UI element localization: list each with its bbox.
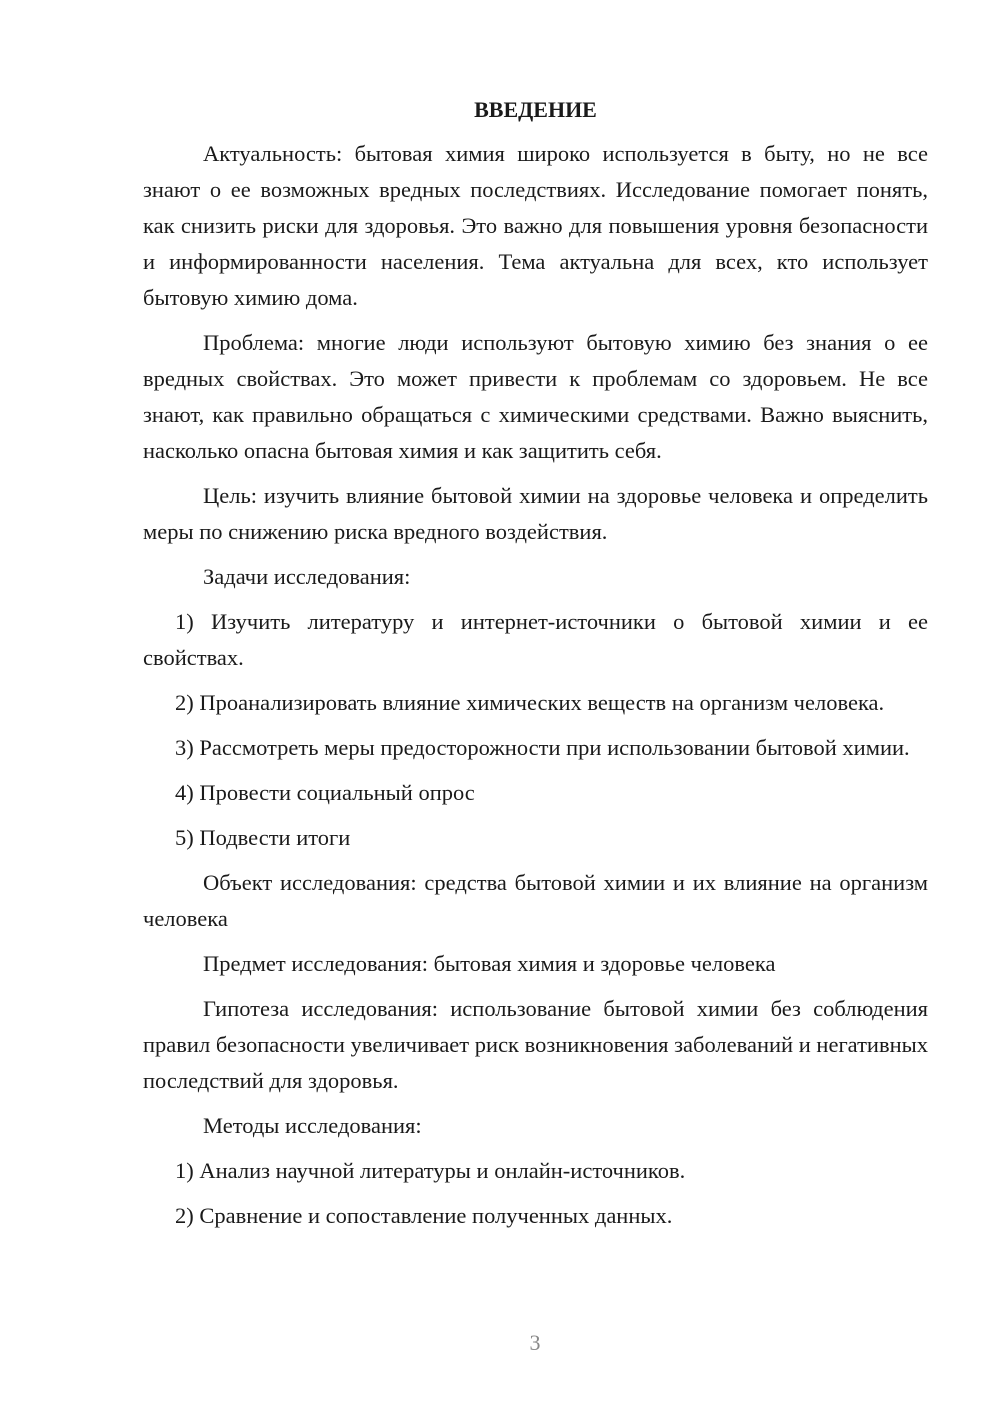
section-heading: ВВЕДЕНИЕ [474,97,597,122]
page-number: 3 [529,1330,541,1355]
goal-paragraph: Цель: изучить влияние бытовой химии на здоровье человека и определить меры по снижению риска вредного воздействия. [143,483,928,544]
object-paragraph: Объект исследования: средства бытовой химии и их влияние на организм человека [143,870,928,931]
task-item: 3) Рассмотреть меры предосторожности при использовании бытовой химии. [175,735,910,760]
method-item: 1) Анализ научной литературы и онлайн-источников. [175,1158,686,1183]
methods-title: Методы исследования: [203,1113,422,1138]
subject-paragraph: Предмет исследования: бытовая химия и здоровье человека [203,951,776,976]
document-page [143,90,928,1243]
task-item: 4) Провести социальный опрос [175,780,475,805]
method-item: 2) Сравнение и сопоставление полученных данных. [175,1203,673,1228]
task-item: 5) Подвести итоги [175,825,351,850]
task-item: 2) Проанализировать влияние химических веществ на организм человека. [175,690,885,715]
task-item: 1) Изучить литературу и интернет-источники о бытовой химии и ее свойствах. [143,609,928,670]
hypothesis-paragraph: Гипотеза исследования: использование бытовой химии без соблюдения правил безопасности увеличивает риск возникновения заболеваний и негативных последствий для здоровья. [143,996,928,1093]
tasks-title: Задачи исследования: [203,564,411,589]
relevance-paragraph: Актуальность: бытовая химия широко используется в быту, но не все знают о ее возможных вредных последствиях. Исследование помогает понять, как снизить риски для здоровья. Это важно для повышения уровня безопасности и информированности населения. Тема актуальна для всех, кто использует бытовую химию дома. [143,141,928,310]
problem-paragraph: Проблема: многие люди используют бытовую химию без знания о ее вредных свойствах. Это может привести к проблемам со здоровьем. Не все знают, как правильно обращаться с химическими средствами. Важно выяснить, насколько опасна бытовая химия и как защитить себя. [143,330,928,463]
